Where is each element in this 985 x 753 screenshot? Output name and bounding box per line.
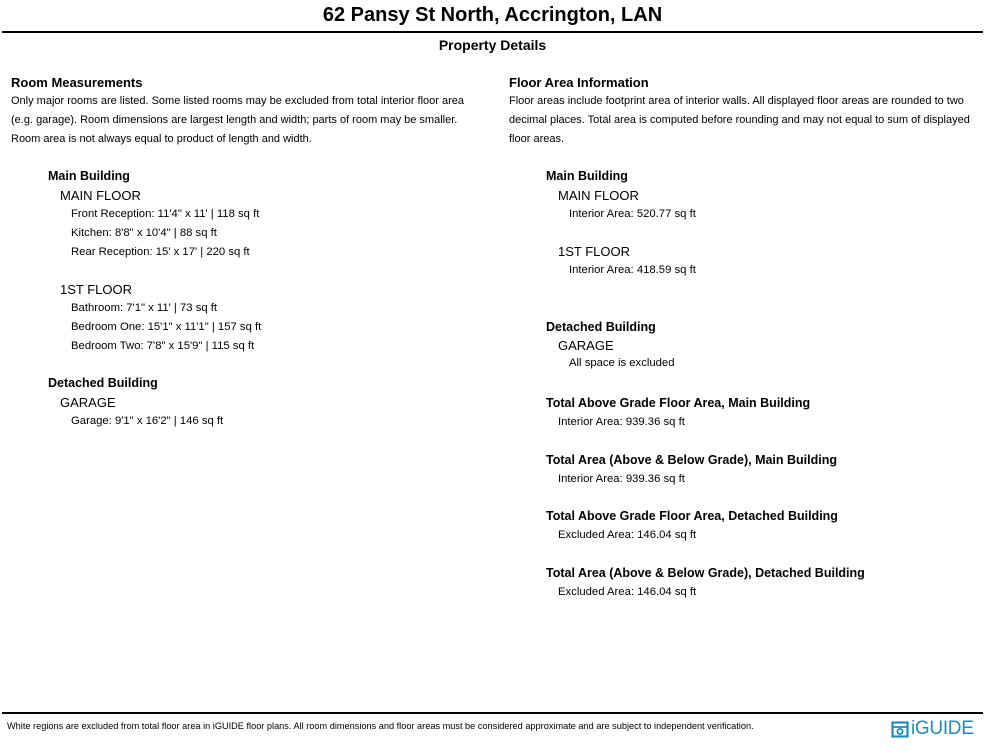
description-line: Floor areas include footprint area of interior walls. All displayed floor areas are rounded to two bbox=[509, 95, 964, 107]
header-divider bbox=[2, 31, 983, 33]
floor-name: GARAGE bbox=[60, 395, 116, 410]
section-title: Floor Area Information bbox=[509, 75, 649, 90]
iguide-logo bbox=[891, 718, 974, 740]
description-line: Only major rooms are listed. Some listed rooms may be excluded from total interior floor area bbox=[11, 95, 465, 107]
floor-name: MAIN FLOOR bbox=[60, 188, 141, 203]
description-line: (e.g. garage). Room dimensions are largest length and width; parts of room may be smaller. bbox=[11, 114, 458, 126]
area-totals bbox=[546, 394, 865, 602]
page-subtitle: Property Details bbox=[438, 37, 547, 53]
description-line: Room area is not always equal to product of length and width. bbox=[11, 133, 312, 145]
area-value: Interior Area: 520.77 sq ft bbox=[569, 208, 696, 220]
areas-buildings bbox=[546, 167, 696, 373]
floor-area-section bbox=[509, 74, 985, 149]
total-value: Interior Area: 939.36 sq ft bbox=[558, 416, 685, 428]
area-value: Interior Area: 418.59 sq ft bbox=[569, 264, 696, 276]
room-item: Garage: 9'1" x 16'2" | 146 sq ft bbox=[71, 415, 224, 427]
total-value: Excluded Area: 146.04 sq ft bbox=[558, 529, 697, 541]
floor-name: 1ST FLOOR bbox=[558, 244, 631, 259]
building-name: Detached Building bbox=[546, 320, 656, 334]
building-name: Main Building bbox=[48, 169, 130, 183]
area-value: All space is excluded bbox=[569, 357, 675, 369]
page-title: 62 Pansy St North, Accrington, LAN bbox=[322, 4, 663, 26]
total-title: Total Above Grade Floor Area, Main Building bbox=[546, 396, 811, 410]
room-item: Front Reception: 11'4" x 11' | 118 sq ft bbox=[71, 208, 260, 220]
footer-disclaimer: White regions are excluded from total floor area in iGUIDE floor plans. All room dimensions and floor areas must be considered approximate and are subject to independent verification. bbox=[7, 721, 754, 731]
room-item: Kitchen: 8'8" x 10'4" | 88 sq ft bbox=[71, 227, 217, 239]
floor-name: MAIN FLOOR bbox=[558, 188, 639, 203]
total-title: Total Area (Above & Below Grade), Main Building bbox=[546, 453, 837, 467]
total-title: Total Area (Above & Below Grade), Detached Building bbox=[546, 566, 865, 580]
floor-name: GARAGE bbox=[558, 338, 614, 353]
building-name: Main Building bbox=[546, 169, 628, 183]
section-description bbox=[509, 92, 985, 149]
camera-box-icon bbox=[891, 721, 909, 738]
section-title: Room Measurements bbox=[11, 75, 143, 90]
room-item: Bedroom One: 15'1" x 11'1" | 157 sq ft bbox=[71, 321, 262, 333]
description-line: decimal places. Total area is computed before rounding and may not equal to sum of displayed bbox=[509, 114, 970, 126]
footer-divider bbox=[2, 712, 983, 714]
room-item: Bathroom: 7'1" x 11' | 73 sq ft bbox=[71, 302, 218, 314]
rooms-main-building bbox=[48, 167, 261, 431]
section-description bbox=[11, 92, 491, 149]
room-measurements-section bbox=[11, 74, 491, 149]
total-title: Total Above Grade Floor Area, Detached Building bbox=[546, 509, 838, 523]
floor-name: 1ST FLOOR bbox=[60, 282, 133, 297]
room-item: Rear Reception: 15' x 17' | 220 sq ft bbox=[71, 246, 250, 258]
total-value: Excluded Area: 146.04 sq ft bbox=[558, 586, 697, 598]
description-line: floor areas. bbox=[509, 133, 565, 145]
logo-text: iGUIDE bbox=[911, 718, 974, 739]
building-name: Detached Building bbox=[48, 376, 158, 390]
total-value: Interior Area: 939.36 sq ft bbox=[558, 473, 685, 485]
room-item: Bedroom Two: 7'8" x 15'9" | 115 sq ft bbox=[71, 340, 255, 352]
